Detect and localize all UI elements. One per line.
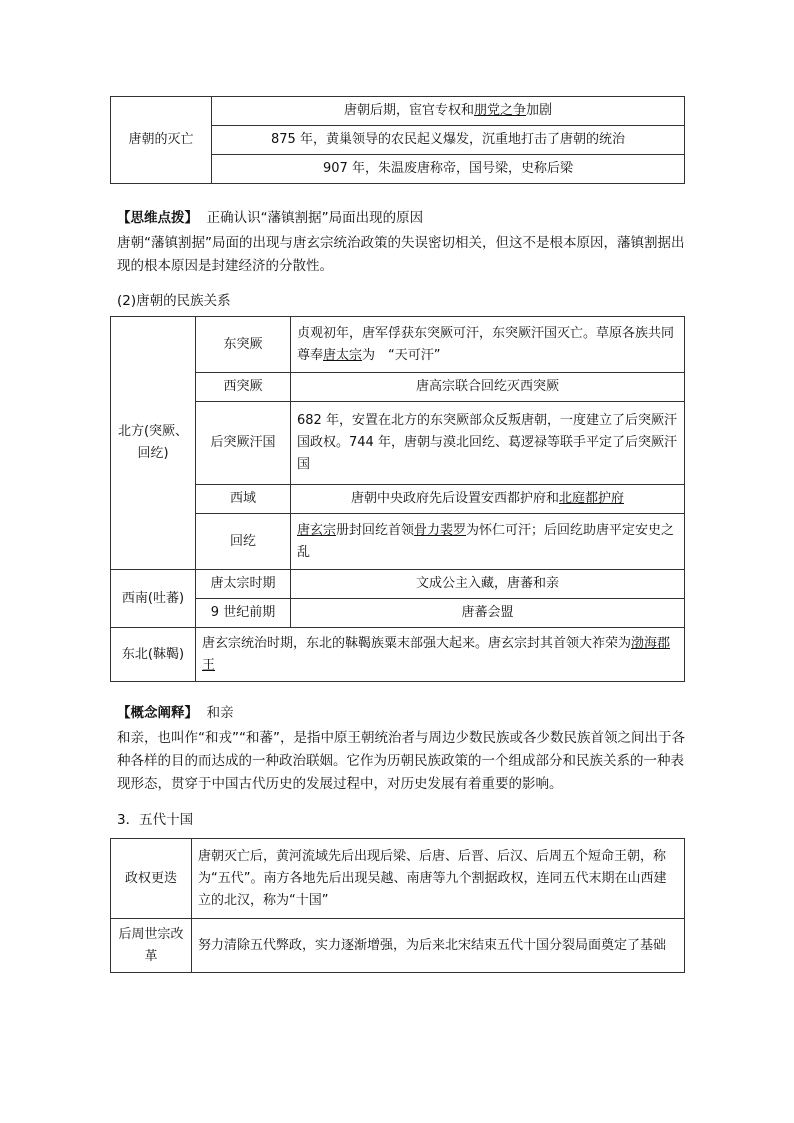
table-cell: 贞观初年，唐军俘获东突厥可汗，东突厥汗国灭亡。草原各族共同尊奉唐太宗为 “天可汗” — [291, 317, 685, 373]
row-label: 后周世宗改革 — [111, 919, 192, 973]
table-cell: 唐玄宗统治时期，东北的靺鞨族粟末部强大起来。唐玄宗封其首领大祚荣为渤海郡王 — [196, 628, 685, 682]
row-label: 政权更迭 — [111, 839, 192, 919]
section-title: (2)唐朝的民族关系 — [117, 293, 231, 309]
table-cell: 唐玄宗册封回纥首领骨力裴罗为怀仁可汗；后回纥助唐平定安史之乱 — [291, 514, 685, 570]
concept-heading: 【概念阐释】 和亲 — [117, 705, 234, 721]
ethnic-relations-table — [110, 316, 685, 682]
concept-body: 和亲，也叫作“和戎”“和蕃”，是指中原王朝统治者与周边少数民族或各少数民族首领之间出于各种各样的目的而达成的一种政治联姻。它作为历朝民族政策的一个组成部分和民族关系的一种表现形态，贯穿于中国古代历史的发展过程中，对历史发展有着重要的影响。 — [117, 730, 685, 792]
row-label: 唐朝的灭亡 — [111, 97, 212, 184]
thinking-heading: 【思维点拨】 正确认识“藩镇割据”局面出现的原因 — [117, 210, 424, 226]
table-cell: 唐高宗联合回纥灭西突厥 — [291, 373, 685, 402]
table-cell: 东突厥 — [196, 317, 291, 373]
tang-fall-table — [110, 96, 685, 184]
thinking-body: 唐朝“藩镇割据”局面的出现与唐玄宗统治政策的失误密切相关，但这不是根本原因，藩镇割据出现的根本原因是封建经济的分散性。 — [117, 235, 685, 274]
table-cell: 唐朝灭亡后，黄河流域先后出现后梁、后唐、后晋、后汉、后周五个短命王朝，称为“五代”。南方各地先后出现吴越、南唐等九个割据政权，连同五代末期在山西建立的北汉，称为“十国” — [192, 839, 685, 919]
row-label: 东北(靺鞨) — [111, 628, 196, 682]
table-cell: 唐蕃会盟 — [291, 599, 685, 628]
section-title: 3．五代十国 — [117, 812, 194, 828]
table-cell: 文成公主入藏，唐蕃和亲 — [291, 570, 685, 599]
table-cell: 唐朝后期，宦官专权和朋党之争加剧 — [212, 97, 685, 126]
table-cell: 西突厥 — [196, 373, 291, 402]
row-label: 西南(吐蕃) — [111, 570, 196, 628]
row-label: 北方(突厥、回纥) — [111, 317, 196, 570]
table-cell: 682 年，安置在北方的东突厥部众反叛唐朝，一度建立了后突厥汗国政权。744 年，唐朝与漠北回纥、葛逻禄等联手平定了后突厥汗国 — [291, 402, 685, 485]
table-cell: 后突厥汗国 — [196, 402, 291, 485]
table-cell: 875 年，黄巢领导的农民起义爆发，沉重地打击了唐朝的统治 — [212, 126, 685, 155]
table-cell: 唐朝中央政府先后设置安西都护府和北庭都护府 — [291, 485, 685, 514]
five-dynasties-table — [110, 838, 685, 973]
table-cell: 907 年，朱温废唐称帝，国号梁，史称后梁 — [212, 155, 685, 184]
table-cell: 西域 — [196, 485, 291, 514]
table-cell: 9 世纪前期 — [196, 599, 291, 628]
table-cell: 唐太宗时期 — [196, 570, 291, 599]
table-cell: 努力清除五代弊政，实力逐渐增强，为后来北宋结束五代十国分裂局面奠定了基础 — [192, 919, 685, 973]
table-cell: 回纥 — [196, 514, 291, 570]
